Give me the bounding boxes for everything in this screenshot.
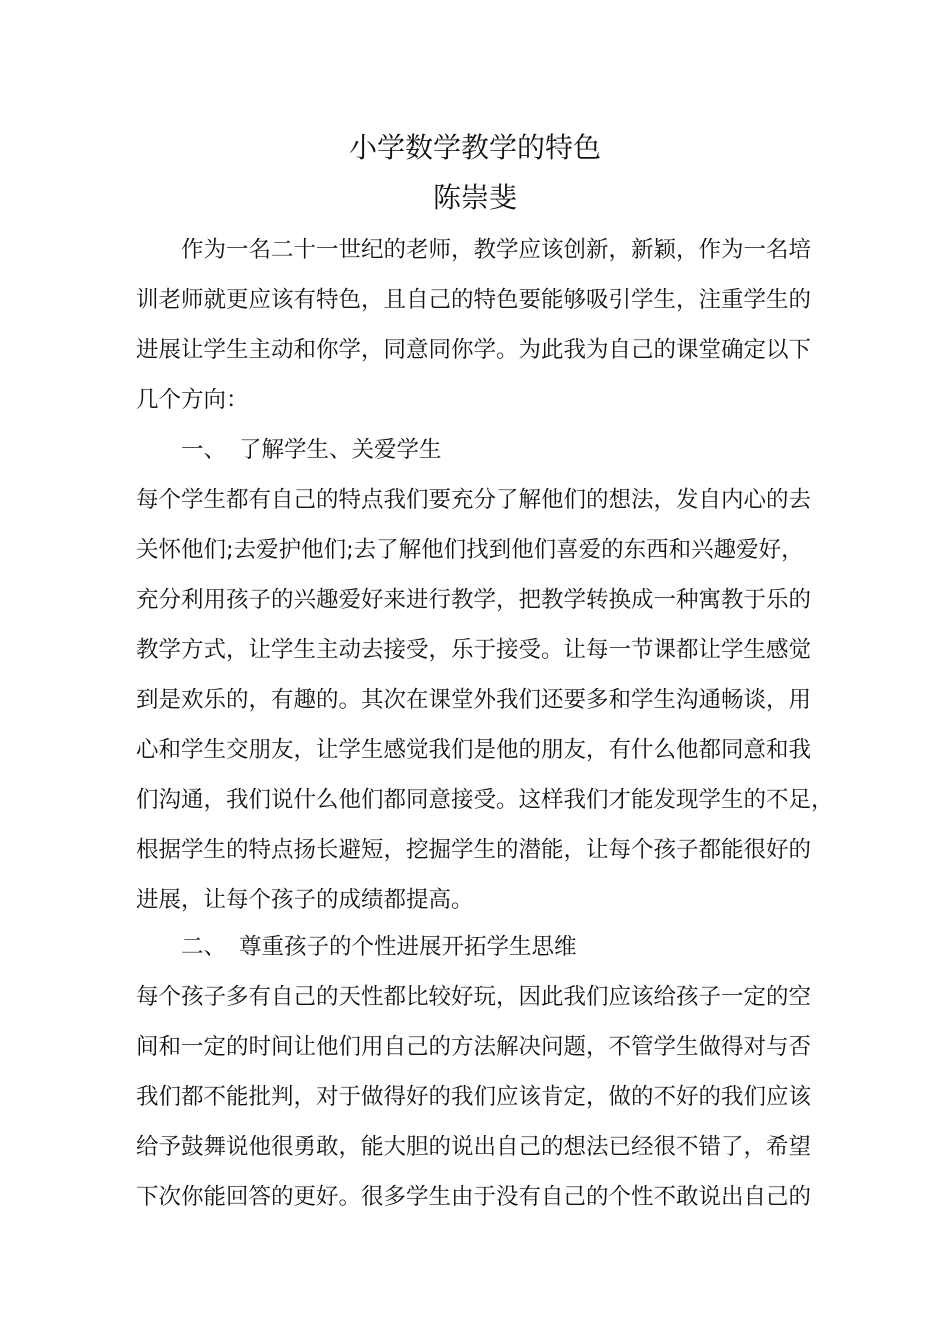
section-2-number: 二、	[181, 934, 227, 960]
document-title: 小学数学教学的特色	[348, 131, 601, 164]
section-2-line: 每个孩子多有自己的天性都比较好玩，因此我们应该给孩子一定的空	[136, 984, 812, 1010]
section-2-title: 尊重孩子的个性进展开拓学生思维	[239, 934, 577, 960]
section-1-number: 一、	[181, 437, 227, 463]
section-2-line: 间和一定的时间让他们用自己的方法解决问题，不管学生做得对与否	[136, 1034, 812, 1060]
section-1-line: 根据学生的特点扬长避短，挖掘学生的潜能，让每个孩子都能很好的	[136, 837, 812, 863]
section-1-title: 了解学生、关爱学生	[239, 437, 442, 463]
section-1-paragraph	[136, 475, 834, 925]
section-1-line: 关怀他们;去爱护他们;去了解他们找到他们喜爱的东西和兴趣爱好，	[136, 537, 804, 563]
section-1-line: 充分利用孩子的兴趣爱好来进行教学，把教学转换成一种寓教于乐的	[136, 587, 812, 613]
section-1-heading	[181, 425, 442, 475]
section-1-line: 每个学生都有自己的特点我们要充分了解他们的想法，发自内心的去	[136, 487, 812, 513]
section-1-line: 到是欢乐的，有趣的。其次在课堂外我们还要多和学生沟通畅谈，用	[136, 687, 812, 713]
intro-line: 进展让学生主动和你学，同意同你学。为此我为自己的课堂确定以下	[136, 337, 812, 363]
document-author: 陈崇斐	[432, 181, 517, 214]
section-2-heading	[181, 922, 577, 972]
section-2-line: 给予鼓舞说他很勇敢，能大胆的说出自己的想法已经很不错了，希望	[136, 1134, 812, 1160]
section-1-line: 教学方式，让学生主动去接受，乐于接受。让每一节课都让学生感觉	[136, 637, 812, 663]
section-2-line: 下次你能回答的更好。很多学生由于没有自己的个性不敢说出自己的	[136, 1184, 812, 1210]
section-2-paragraph	[136, 972, 816, 1222]
section-1-line: 们沟通，我们说什么他们都同意接受。这样我们才能发现学生的不足，	[136, 787, 834, 813]
section-1-line: 心和学生交朋友，让学生感觉我们是他的朋友，有什么他都同意和我	[136, 737, 812, 763]
intro-line: 训老师就更应该有特色，且自己的特色要能够吸引学生，注重学生的	[136, 287, 812, 313]
intro-line: 几个方向：	[136, 387, 249, 413]
intro-line: 作为一名二十一世纪的老师，教学应该创新，新颖，作为一名培	[181, 237, 812, 263]
intro-paragraph	[136, 225, 816, 425]
section-2-line: 我们都不能批判，对于做得好的我们应该肯定，做的不好的我们应该	[136, 1084, 812, 1110]
section-1-line: 进展，让每个孩子的成绩都提高。	[136, 887, 474, 913]
